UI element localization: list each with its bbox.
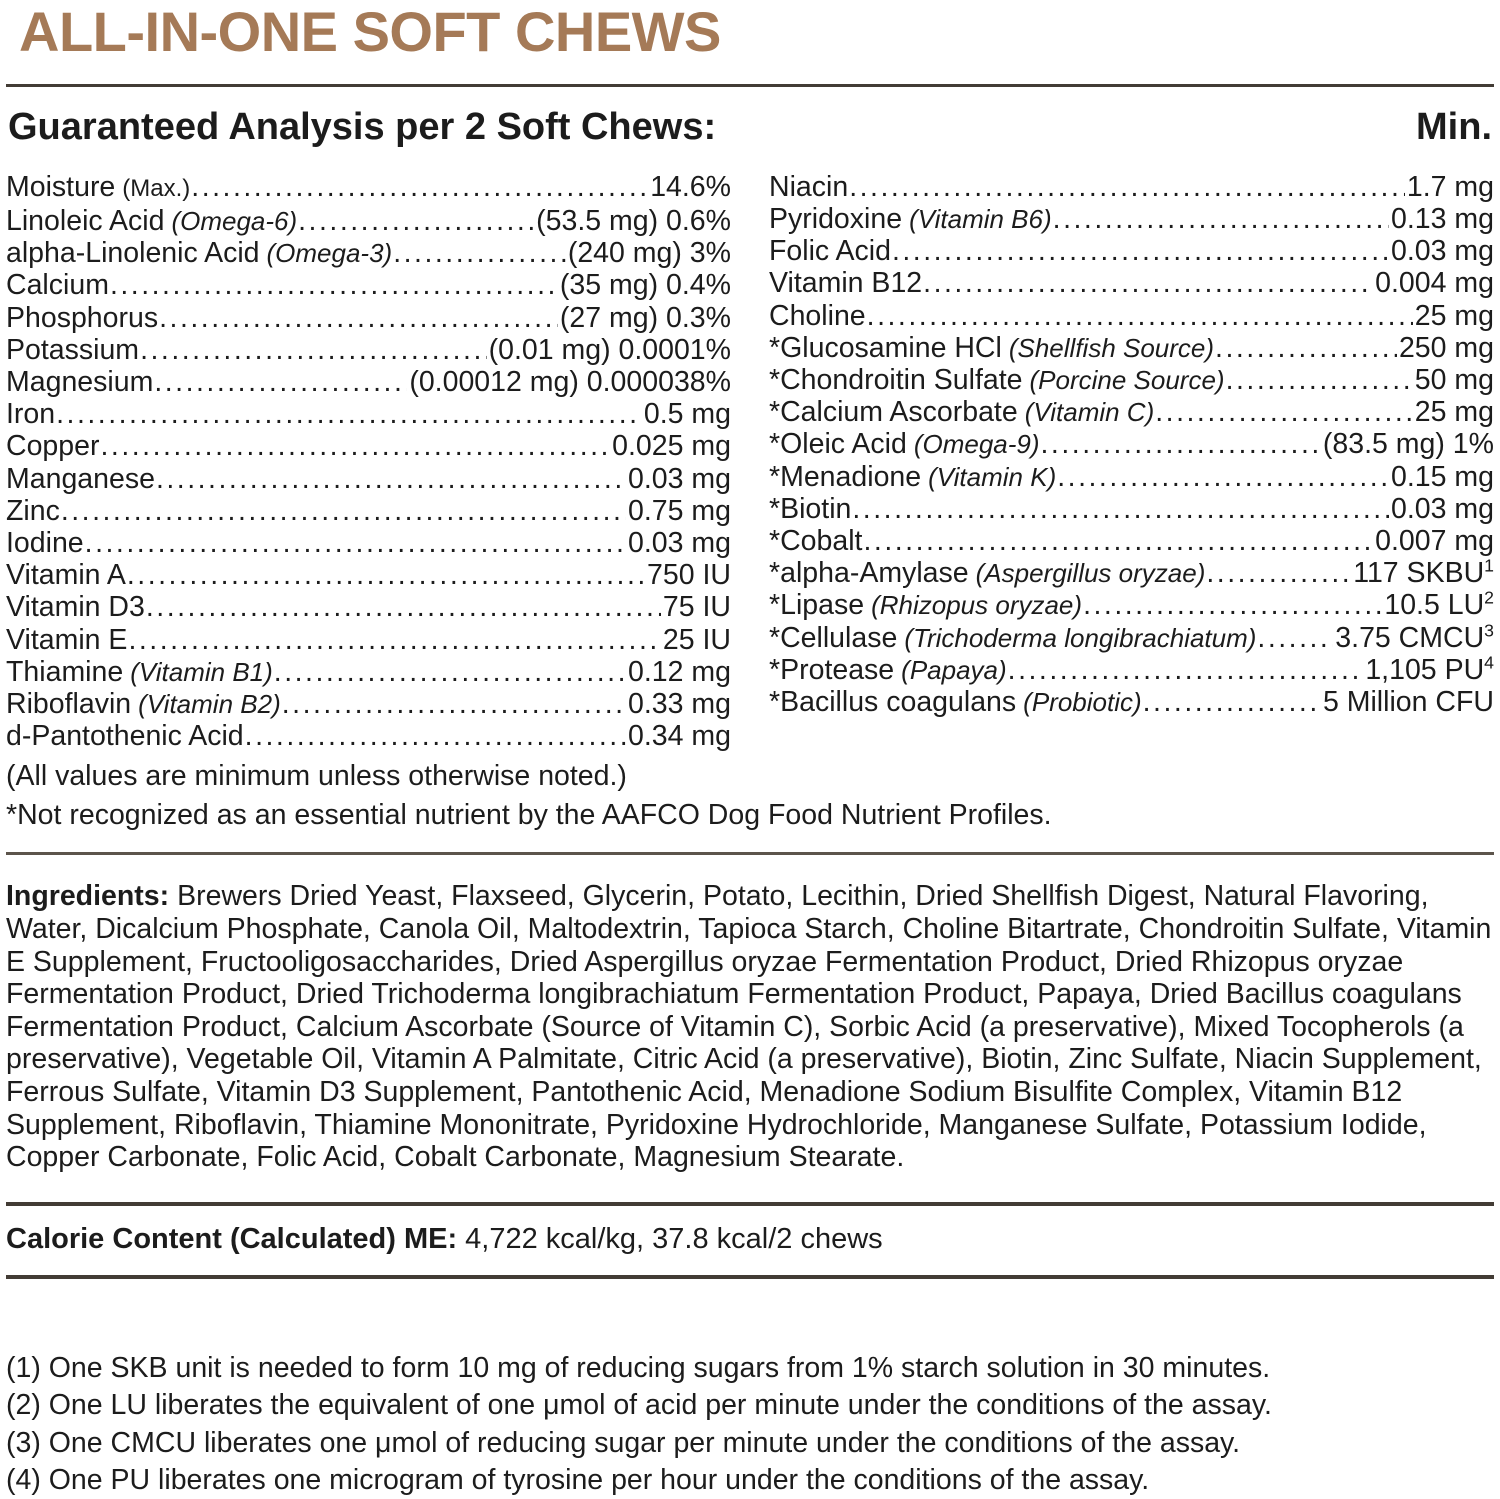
dot-leader [84, 527, 626, 559]
ga-nutrient-name: Choline [769, 299, 866, 332]
ga-nutrient-value: (27 mg) 0.3% [559, 301, 731, 334]
ga-nutrient-value: 0.12 mg [628, 655, 731, 688]
ga-row [6, 495, 731, 527]
ga-row [6, 656, 731, 688]
ga-nutrient-value: 1,105 $PU^4$ [1365, 652, 1494, 686]
ga-row [6, 269, 731, 301]
ga-row [769, 203, 1494, 235]
ga-nutrient-note: (Trichoderma longibrachiatum) [904, 622, 1257, 653]
ga-nutrient-name: Iron [6, 398, 56, 431]
all-values-note: (All values are minimum unless otherwise noted.) [6, 760, 627, 793]
dot-leader [922, 267, 1373, 299]
ga-row [769, 461, 1494, 493]
ga-nutrient-name: *alpha-Amylase [769, 557, 969, 590]
dot-leader [851, 493, 1389, 525]
ga-row [769, 622, 1494, 654]
dot-leader [1142, 686, 1321, 718]
dot-leader [158, 302, 558, 334]
ga-nutrient-value: 750 IU [647, 559, 731, 592]
ga-row [769, 171, 1494, 203]
ga-nutrient-value: 1.7 mg [1406, 170, 1494, 203]
ga-nutrient-name: Potassium [6, 333, 140, 366]
dot-leader [109, 269, 558, 301]
ga-row [6, 559, 731, 591]
ga-nutrient-value: (35 mg) 0.4% [559, 269, 731, 302]
ga-nutrient-note: (Omega-3) [266, 238, 393, 269]
product-title: ALL-IN-ONE SOFT CHEWS [19, 0, 721, 63]
dot-leader [244, 720, 626, 752]
dot-leader [60, 495, 626, 527]
footnote-4: (4) One PU liberates one microgram of tyrosine per hour under the conditions of the assay. [6, 1463, 1150, 1496]
ga-row [769, 686, 1494, 718]
ga-nutrient-name: *Menadione [769, 460, 922, 493]
ga-nutrient-note: (Vitamin C) [1024, 397, 1155, 428]
dot-leader [1225, 364, 1413, 396]
ga-row [769, 396, 1494, 428]
divider-below-calories [6, 1275, 1494, 1279]
ga-nutrient-note: (Porcine Source) [1029, 364, 1225, 395]
dot-leader [848, 171, 1405, 203]
ga-nutrient-name: *Chondroitin Sulfate [769, 363, 1023, 396]
ga-nutrient-value: 3.75 CMCU$^3$ [1335, 620, 1494, 654]
dot-leader [392, 237, 566, 269]
ga-nutrient-note: (Vitamin B1) [130, 656, 273, 687]
ga-nutrient-name: Magnesium [6, 365, 154, 398]
ga-nutrient-name: Moisture [6, 170, 116, 203]
dot-leader [297, 205, 534, 237]
ga-nutrient-name: *Bacillus coagulans [769, 685, 1017, 718]
ga-column-right [769, 171, 1494, 753]
dot-leader [1007, 654, 1364, 686]
ga-nutrient-name: Zinc [6, 494, 60, 527]
ga-nutrient-note: (Papaya) [901, 654, 1007, 685]
ga-nutrient-value: 5 Million CFU [1322, 685, 1494, 718]
ga-nutrient-name: Linoleic Acid [6, 204, 165, 237]
ga-nutrient-name: Copper [6, 430, 100, 463]
ga-row [6, 463, 731, 495]
ga-nutrient-name: Vitamin B12 [769, 267, 923, 300]
ga-nutrient-value: (0.00012 mg) 0.000038% [409, 365, 731, 398]
ga-nutrient-name: *Oleic Acid [769, 428, 907, 461]
ga-nutrient-name: *Cellulase [769, 621, 898, 654]
ga-nutrient-value: 25 IU [662, 623, 731, 656]
ga-nutrient-note: (Vitamin B2) [138, 688, 281, 719]
ga-nutrient-name: d-Pantothenic Acid [6, 720, 244, 753]
calorie-content-line [6, 1223, 1494, 1256]
dot-leader [862, 525, 1373, 557]
ga-row [769, 267, 1494, 299]
ga-row [6, 302, 731, 334]
ga-nutrient-name: Pyridoxine [769, 202, 903, 235]
ga-nutrient-value: 25 mg [1414, 396, 1494, 429]
ga-nutrient-name: Niacin [769, 170, 849, 203]
ga-nutrient-name: Riboflavin [6, 687, 132, 720]
divider-above-ingredients [6, 852, 1494, 855]
ga-nutrient-value: 0.03 mg [1391, 492, 1494, 525]
footnote-2: (2) One LU liberates the equivalent of one μmol of acid per minute under the conditions of the assay. [6, 1389, 1272, 1422]
ga-nutrient-value: 0.75 mg [628, 494, 731, 527]
ga-nutrient-value: (0.01 mg) 0.0001% [488, 333, 731, 366]
ga-nutrient-value: 0.03 mg [628, 526, 731, 559]
ga-nutrient-name: *Biotin [769, 492, 852, 525]
dot-leader [190, 171, 648, 203]
ingredients-label: Ingredients: [6, 880, 170, 913]
ingredients-paragraph [6, 880, 1494, 1173]
ga-nutrient-name: *Lipase [769, 589, 865, 622]
dot-leader [126, 559, 645, 591]
dot-leader [127, 624, 660, 656]
ga-nutrient-value: 10.5 $LU^2$ [1384, 587, 1494, 622]
ga-nutrient-value: 0.025 mg [612, 430, 731, 463]
ga-row [6, 334, 731, 366]
ga-row [6, 398, 731, 430]
ga-nutrient-name: Vitamin E [6, 623, 128, 656]
ga-nutrient-name: *Calcium Ascorbate [769, 396, 1018, 429]
divider-above-calories [6, 1202, 1494, 1206]
ga-row [6, 430, 731, 462]
ga-nutrient-note: (Omega-6) [171, 205, 298, 236]
ga-nutrient-value: 0.33 mg [628, 687, 731, 720]
ga-nutrient-note: (Vitamin K) [928, 461, 1057, 492]
ga-nutrient-value: 14.6% [650, 170, 731, 203]
divider-under-title [6, 84, 1494, 87]
ga-nutrient-note: (Shellfish Source) [1008, 332, 1215, 363]
ga-nutrient-value: 25 mg [1414, 299, 1494, 332]
calorie-content-value: 4,722 kcal/kg, 37.8 kcal/2 chews [465, 1222, 883, 1255]
ga-row [769, 493, 1494, 525]
ga-row [769, 332, 1494, 364]
aafco-note: *Not recognized as an essential nutrient by the AAFCO Dog Food Nutrient Profiles. [6, 799, 1052, 832]
ga-row [6, 591, 731, 623]
ga-row [769, 589, 1494, 621]
ga-row [6, 527, 731, 559]
ga-row [769, 428, 1494, 460]
dot-leader [1056, 461, 1389, 493]
ga-nutrient-name: Iodine [6, 526, 84, 559]
dot-leader [1052, 203, 1389, 235]
ga-nutrient-value: 0.34 mg [628, 720, 731, 753]
ga-nutrient-name: *Cobalt [769, 524, 863, 557]
ga-nutrient-value: 117 SKBU$^1$ [1353, 555, 1494, 590]
dot-leader [1154, 396, 1413, 428]
ga-row [769, 235, 1494, 267]
ga-nutrient-value: 0.13 mg [1391, 202, 1494, 235]
ga-row [769, 525, 1494, 557]
ga-row [6, 688, 731, 720]
ga-nutrient-note: (Max.) [122, 174, 191, 202]
dot-leader [153, 366, 407, 398]
guaranteed-analysis-heading: Guaranteed Analysis per 2 Soft Chews: [8, 106, 717, 148]
ga-nutrient-name: *Protease [769, 653, 895, 686]
ga-nutrient-value: 0.15 mg [1391, 460, 1494, 493]
ga-nutrient-value: 50 mg [1414, 363, 1494, 396]
ga-nutrient-name: Manganese [6, 462, 155, 495]
ga-nutrient-value: 0.007 mg [1375, 524, 1494, 557]
ga-row [6, 237, 731, 269]
ga-nutrient-value: (53.5 mg) 0.6% [536, 204, 731, 237]
ga-row [6, 205, 731, 237]
ga-nutrient-note: (Probiotic) [1023, 686, 1142, 717]
ga-nutrient-value: 0.03 mg [628, 462, 731, 495]
ga-nutrient-note: (Omega-9) [913, 429, 1040, 460]
ga-nutrient-name: Folic Acid [769, 235, 891, 268]
ga-column-left [6, 171, 731, 753]
ga-nutrient-value: 250 mg [1398, 331, 1494, 364]
ga-row [6, 720, 731, 752]
dot-leader [155, 463, 626, 495]
ga-nutrient-name: alpha-Linolenic Acid [6, 237, 260, 270]
ga-row [769, 364, 1494, 396]
ga-nutrient-name: *Glucosamine HCl [769, 331, 1002, 364]
dot-leader [99, 430, 610, 462]
dot-leader [1256, 622, 1333, 654]
ga-row [6, 366, 731, 398]
ga-row [6, 171, 731, 205]
ga-nutrient-value: (240 mg) 3% [567, 237, 731, 270]
ga-nutrient-name: Vitamin D3 [6, 591, 145, 624]
guaranteed-analysis-header [8, 106, 1492, 150]
ga-nutrient-value: 0.5 mg [643, 398, 731, 431]
ga-row [6, 624, 731, 656]
ga-nutrient-name: Calcium [6, 269, 109, 302]
calorie-content-label: Calorie Content (Calculated) ME: [6, 1222, 458, 1255]
ga-nutrient-name: Phosphorus [6, 301, 159, 334]
ga-nutrient-value: 0.004 mg [1375, 267, 1494, 300]
ga-nutrient-value: (83.5 mg) 1% [1322, 428, 1494, 461]
dot-leader [55, 398, 642, 430]
footnote-1: (1) One SKB unit is needed to form 10 mg of reducing sugars from 1% starch solution in 30 minutes. [6, 1351, 1271, 1384]
dot-leader [1082, 589, 1382, 621]
dot-leader [273, 656, 626, 688]
ga-nutrient-value: 0.03 mg [1391, 235, 1494, 268]
dot-leader [891, 235, 1389, 267]
dot-leader [281, 688, 626, 720]
dot-leader [866, 300, 1413, 332]
ga-nutrient-value: 75 IU [662, 591, 731, 624]
dot-leader [1205, 557, 1351, 589]
ga-nutrient-note: (Vitamin B6) [909, 203, 1052, 234]
guaranteed-analysis-table [6, 171, 1494, 753]
dot-leader [139, 334, 487, 366]
ingredients-text: Brewers Dried Yeast, Flaxseed, Glycerin, Potato, Lecithin, Dried Shellfish Digest, Natural Flavoring, Water, Dicalcium Phosphate, Canola Oil, Maltodextrin, Tapioca Starch, Choline Bitartrate, Chondroitin Sulfate, Vitamin E Supplement, Fructooligosaccharides, Dried Aspergillus oryzae Fermentation Product, Dried Rhizopus oryzae Fermentation Product, Dried Trichoderma longibrachiatum Fermentation Product, Papaya, Dried Bacillus coagulans Fermentation Product, Calcium Ascorbate (Source of Vitamin C), Sorbic Acid (a preservative), Mixed Tocopherols (a preservative), Vegetable Oil, Vitamin A Palmitate, Citric Acid (a preservative), Biotin, Zinc Sulfate, Niacin Supplement, Ferrous Sulfate, Vitamin D3 Supplement, Pantothenic Acid, Menadione Sodium Bisulfite Complex, Vitamin B12 Supplement, Riboflavin, Thiamine Mononitrate, Pyridoxine Hydrochloride, Manganese Sulfate, Potassium Iodide, Copper Carbonate, Folic Acid, Cobalt Carbonate, Magnesium Stearate. [6, 880, 1492, 1174]
ga-nutrient-name: Thiamine [6, 655, 124, 688]
ga-row [769, 300, 1494, 332]
min-column-label: Min. [1416, 106, 1492, 148]
footnote-3: (3) One CMCU liberates one μmol of reducing sugar per minute under the conditions of the assay. [6, 1426, 1241, 1459]
ga-row [769, 654, 1494, 686]
ga-nutrient-note: (Aspergillus oryzae) [975, 558, 1206, 589]
ga-nutrient-note: (Rhizopus oryzae) [871, 590, 1083, 621]
ga-row [769, 557, 1494, 589]
footnotes-section [6, 1350, 1494, 1499]
dot-leader [1214, 332, 1397, 364]
dot-leader [145, 591, 661, 623]
ga-nutrient-name: Vitamin A [6, 559, 126, 592]
dot-leader [1040, 428, 1321, 460]
